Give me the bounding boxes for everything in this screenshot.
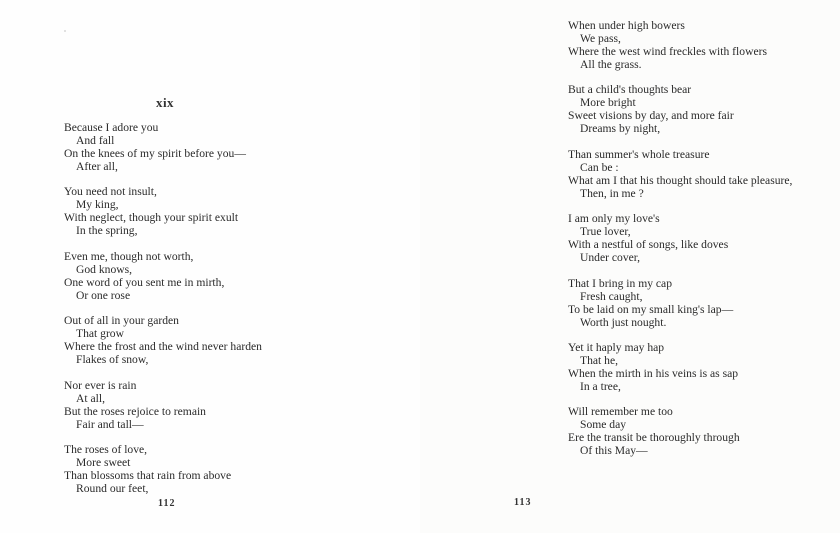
poem-line: After all,	[76, 160, 118, 173]
poem-line: Or one rose	[76, 288, 131, 302]
poem-line: Ere the transit be thoroughly through	[568, 431, 740, 445]
poem-line: I am only my love's	[568, 212, 660, 226]
poem-line: What am I that his thought should take pleasure,	[568, 173, 793, 187]
paper-speck	[64, 30, 66, 32]
poem-line: More bright	[580, 96, 636, 110]
poem-line: Flakes of snow,	[76, 353, 149, 367]
poem-line: Will remember me too	[568, 405, 673, 419]
poem-line: In the spring,	[76, 224, 138, 238]
poem-line: And fall	[76, 134, 115, 147]
poem-line: Round our feet,	[76, 481, 149, 495]
poem-line: Nor ever is rain	[64, 378, 137, 392]
poem-line: One word of you sent me in mirth,	[64, 275, 225, 289]
poem-line: With neglect, though your spirit exult	[64, 211, 239, 225]
poem-line: But a child's thoughts bear	[568, 83, 692, 97]
page-number: 112	[158, 498, 176, 509]
poem-line: Sweet visions by day, and more fair	[568, 109, 734, 123]
poem-line: The roses of love,	[64, 442, 148, 456]
poem-line: Where the west wind freckles with flowers	[568, 45, 767, 58]
poem-line: But the roses rejoice to remain	[64, 404, 206, 418]
poem-line: When under high bowers	[568, 19, 685, 32]
stanza	[568, 341, 792, 393]
poem-line: Fair and tall—	[76, 417, 144, 431]
poem-text-left	[64, 121, 262, 507]
right-page	[420, 0, 840, 533]
poem-line: That grow	[76, 327, 124, 341]
poem-line: Than blossoms that rain from above	[64, 468, 232, 482]
poem-line: Under cover,	[580, 251, 641, 265]
stanza	[64, 121, 262, 173]
poem-line: That I bring in my cap	[568, 276, 672, 290]
poem-line: Where the frost and the wind never harden	[64, 340, 262, 354]
poem-line: True lover,	[580, 225, 631, 239]
poem-line: On the knees of my spirit before you—	[64, 147, 246, 160]
poem-line: At all,	[76, 391, 105, 405]
stanza	[568, 83, 792, 135]
poem-line: Because I adore you	[64, 121, 159, 134]
poem-line: To be laid on my small king's lap—	[568, 302, 734, 316]
poem-line: With a nestful of songs, like doves	[568, 238, 729, 252]
poem-line: Of this May—	[580, 444, 648, 458]
poem-line: You need not insult,	[64, 185, 157, 199]
stanza	[64, 443, 262, 495]
poem-line: God knows,	[76, 262, 133, 276]
stanza	[568, 212, 792, 264]
poem-text-right	[568, 19, 792, 470]
poem-line: Can be :	[580, 160, 619, 174]
poem-line: All the grass.	[580, 58, 642, 71]
stanza	[64, 185, 262, 237]
poem-line: Dreams by night,	[580, 122, 661, 136]
poem-line: My king,	[76, 198, 119, 212]
stanza	[568, 148, 792, 200]
stanza	[568, 19, 792, 71]
poem-line: We pass,	[580, 32, 621, 45]
poem-line: That he,	[580, 353, 618, 367]
poem-line: Out of all in your garden	[64, 314, 179, 328]
poem-line: Even me, though not worth,	[64, 249, 194, 263]
poem-line: More sweet	[76, 455, 131, 469]
poem-line: Then, in me ?	[580, 186, 644, 200]
stanza	[568, 405, 792, 457]
poem-line: In a tree,	[580, 379, 621, 393]
page-number: 113	[514, 497, 532, 508]
poem-line: Than summer's whole treasure	[568, 147, 710, 161]
poem-line: Fresh caught,	[580, 289, 643, 303]
stanza	[64, 379, 262, 431]
stanza	[64, 250, 262, 302]
poem-line: Some day	[580, 418, 627, 432]
stanza	[568, 277, 792, 329]
section-heading: xix	[155, 95, 175, 110]
poem-line: Yet it haply may hap	[568, 340, 665, 354]
stanza	[64, 314, 262, 366]
poem-line: When the mirth in his veins is as sap	[568, 366, 739, 380]
poem-line: Worth just nought.	[580, 315, 667, 329]
